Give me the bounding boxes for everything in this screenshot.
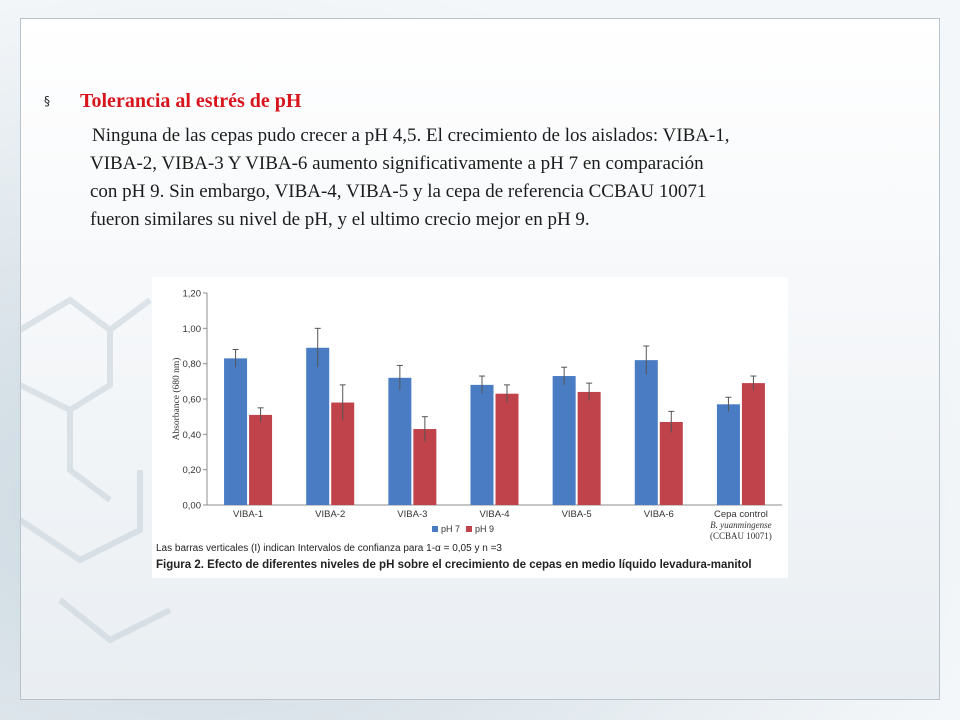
x-tick-label: VIBA-1 bbox=[233, 509, 264, 520]
x-tick-label: VIBA-6 bbox=[643, 509, 674, 520]
y-tick-label: 0,20 bbox=[182, 465, 201, 477]
body-paragraph bbox=[90, 122, 930, 234]
x-tick-sublabel: (CCBAU 10071) bbox=[710, 531, 772, 541]
x-tick-label: VIBA-5 bbox=[561, 509, 592, 520]
bar bbox=[224, 358, 247, 505]
bar bbox=[553, 376, 576, 505]
heading-row bbox=[44, 88, 301, 114]
y-axis-label: Absorbance (680 nm) bbox=[172, 357, 182, 441]
x-tick-label: VIBA-3 bbox=[397, 509, 428, 520]
x-tick-label: Cepa control bbox=[713, 509, 768, 520]
legend-swatch bbox=[466, 526, 472, 532]
bar bbox=[635, 360, 658, 505]
y-tick-label: 0,00 bbox=[182, 500, 201, 512]
legend-swatch bbox=[432, 526, 438, 532]
legend-label: pH 7 bbox=[441, 524, 461, 534]
paragraph-line: con pH 9. Sin embargo, VIBA-4, VIBA-5 y la cepa de referencia CCBAU 10071 bbox=[90, 181, 707, 202]
figure-note: Las barras verticales (I) indican Intervalos de confianza para 1-α = 0,05 y n =3 bbox=[156, 543, 502, 554]
bar bbox=[388, 378, 411, 505]
figure-caption: Figura 2. Efecto de diferentes niveles de pH sobre el crecimiento de cepas en medio líquido levadura-manitol bbox=[156, 559, 752, 571]
bar bbox=[717, 404, 740, 505]
bar-chart bbox=[152, 277, 788, 542]
x-tick-label: VIBA-2 bbox=[315, 509, 346, 520]
x-tick-sublabel: B. yuanmingense bbox=[710, 520, 772, 530]
y-tick-label: 0,40 bbox=[182, 429, 201, 441]
bullet-icon: § bbox=[44, 94, 50, 108]
y-tick-label: 0,80 bbox=[182, 359, 201, 371]
bar bbox=[306, 348, 329, 505]
bar bbox=[471, 385, 494, 505]
paragraph-line: VIBA-2, VIBA-3 Y VIBA-6 aumento significativamente a pH 7 en comparación bbox=[90, 153, 704, 174]
x-tick-label: VIBA-4 bbox=[479, 509, 510, 520]
bar bbox=[249, 415, 272, 505]
bar bbox=[660, 422, 683, 505]
bar bbox=[578, 392, 601, 505]
paragraph-line: fueron similares su nivel de pH, y el ultimo crecio mejor en pH 9. bbox=[90, 209, 590, 230]
paragraph-line: Ninguna de las cepas pudo crecer a pH 4,5. El crecimiento de los aislados: VIBA-1, bbox=[92, 125, 730, 146]
y-tick-label: 0,60 bbox=[182, 394, 201, 406]
legend-label: pH 9 bbox=[475, 524, 495, 534]
y-tick-label: 1,00 bbox=[182, 323, 201, 335]
y-tick-label: 1,20 bbox=[182, 288, 201, 300]
slide-heading: Tolerancia al estrés de pH bbox=[80, 89, 302, 112]
figure-panel bbox=[152, 277, 788, 578]
bar bbox=[742, 383, 765, 505]
bar bbox=[496, 394, 519, 505]
